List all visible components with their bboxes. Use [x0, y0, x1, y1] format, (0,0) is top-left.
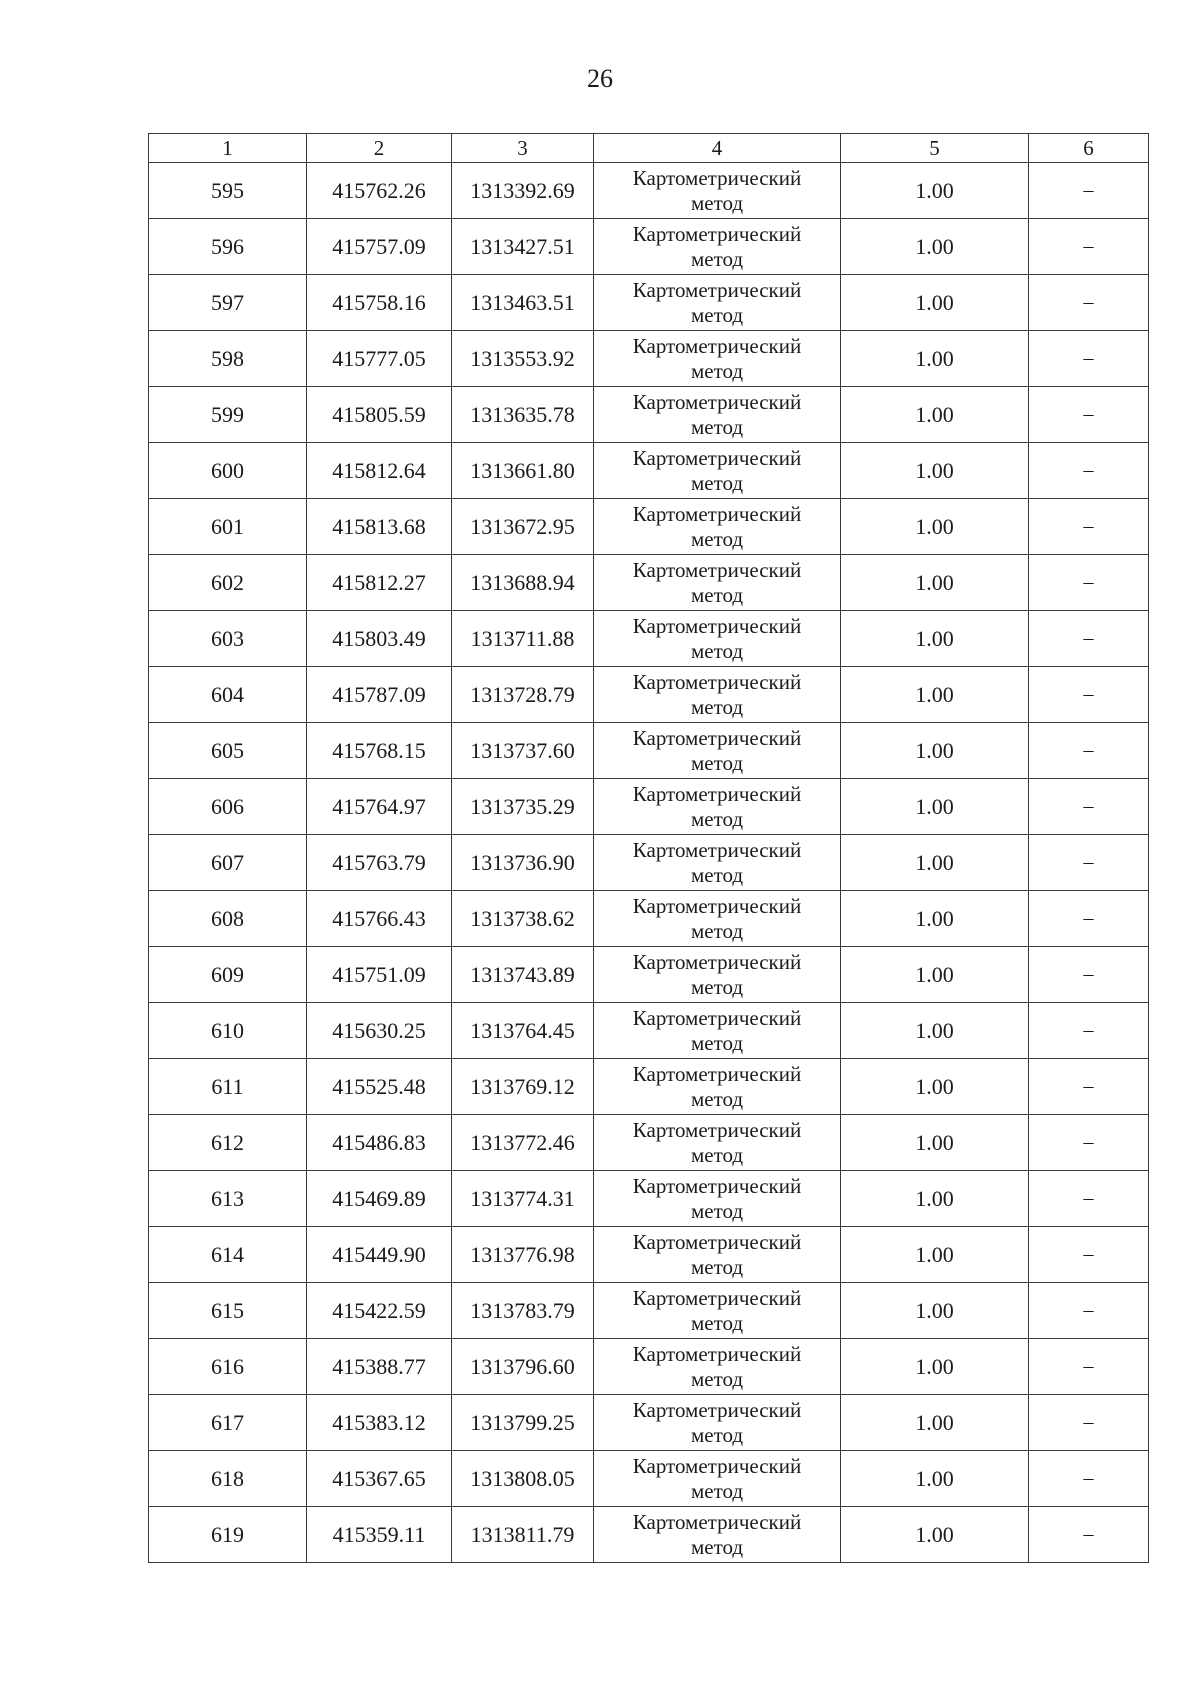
table-row — [149, 1339, 1149, 1395]
method-line-2: метод — [690, 1086, 744, 1111]
method-line-1: Картометрический — [632, 501, 802, 526]
method-line-2: метод — [690, 1030, 744, 1055]
y-coordinate-cell: 1313769.12 — [452, 1059, 594, 1115]
note-cell: – — [1029, 499, 1149, 555]
method-line-1: Картометрический — [632, 1453, 802, 1478]
method-cell — [594, 611, 841, 667]
note-cell: – — [1029, 1171, 1149, 1227]
point-number-cell: 610 — [149, 1003, 307, 1059]
accuracy-cell: 1.00 — [841, 779, 1029, 835]
accuracy-cell: 1.00 — [841, 443, 1029, 499]
table-row — [149, 667, 1149, 723]
table-row — [149, 1507, 1149, 1563]
method-cell — [594, 1227, 841, 1283]
column-header-3: 3 — [452, 134, 594, 163]
point-number-cell: 602 — [149, 555, 307, 611]
note-cell: – — [1029, 219, 1149, 275]
point-number-cell: 618 — [149, 1451, 307, 1507]
point-number-cell: 603 — [149, 611, 307, 667]
method-line-1: Картометрический — [632, 1229, 802, 1254]
x-coordinate-cell: 415469.89 — [307, 1171, 452, 1227]
accuracy-cell: 1.00 — [841, 891, 1029, 947]
accuracy-cell: 1.00 — [841, 219, 1029, 275]
accuracy-cell: 1.00 — [841, 667, 1029, 723]
method-line-1: Картометрический — [632, 949, 802, 974]
note-cell: – — [1029, 611, 1149, 667]
point-number-cell: 608 — [149, 891, 307, 947]
method-line-2: метод — [690, 638, 744, 663]
method-cell — [594, 219, 841, 275]
method-line-1: Картометрический — [632, 333, 802, 358]
note-cell: – — [1029, 667, 1149, 723]
note-cell: – — [1029, 1339, 1149, 1395]
method-cell — [594, 1507, 841, 1563]
x-coordinate-cell: 415758.16 — [307, 275, 452, 331]
y-coordinate-cell: 1313553.92 — [452, 331, 594, 387]
method-cell — [594, 891, 841, 947]
table-row — [149, 1115, 1149, 1171]
point-number-cell: 615 — [149, 1283, 307, 1339]
accuracy-cell: 1.00 — [841, 1059, 1029, 1115]
point-number-cell: 596 — [149, 219, 307, 275]
point-number-cell: 601 — [149, 499, 307, 555]
method-line-2: метод — [690, 470, 744, 495]
y-coordinate-cell: 1313688.94 — [452, 555, 594, 611]
page-number: 26 — [587, 64, 613, 93]
x-coordinate-cell: 415803.49 — [307, 611, 452, 667]
y-coordinate-cell: 1313774.31 — [452, 1171, 594, 1227]
method-cell — [594, 1003, 841, 1059]
point-number-cell: 595 — [149, 163, 307, 219]
note-cell: – — [1029, 1507, 1149, 1563]
x-coordinate-cell: 415383.12 — [307, 1395, 452, 1451]
accuracy-cell: 1.00 — [841, 1451, 1029, 1507]
note-cell: – — [1029, 723, 1149, 779]
x-coordinate-cell: 415766.43 — [307, 891, 452, 947]
y-coordinate-cell: 1313811.79 — [452, 1507, 594, 1563]
accuracy-cell: 1.00 — [841, 947, 1029, 1003]
x-coordinate-cell: 415388.77 — [307, 1339, 452, 1395]
accuracy-cell: 1.00 — [841, 723, 1029, 779]
column-header-6: 6 — [1029, 134, 1149, 163]
y-coordinate-cell: 1313427.51 — [452, 219, 594, 275]
method-line-2: метод — [690, 526, 744, 551]
x-coordinate-cell: 415787.09 — [307, 667, 452, 723]
column-header-1: 1 — [149, 134, 307, 163]
x-coordinate-cell: 415812.64 — [307, 443, 452, 499]
accuracy-cell: 1.00 — [841, 1339, 1029, 1395]
method-cell — [594, 443, 841, 499]
x-coordinate-cell: 415805.59 — [307, 387, 452, 443]
table-row — [149, 443, 1149, 499]
method-line-1: Картометрический — [632, 725, 802, 750]
method-cell — [594, 1283, 841, 1339]
method-cell — [594, 1339, 841, 1395]
table-row — [149, 891, 1149, 947]
note-cell: – — [1029, 1395, 1149, 1451]
note-cell: – — [1029, 1115, 1149, 1171]
point-number-cell: 616 — [149, 1339, 307, 1395]
method-line-1: Картометрический — [632, 165, 802, 190]
table-row — [149, 1395, 1149, 1451]
point-number-cell: 599 — [149, 387, 307, 443]
method-line-1: Картометрический — [632, 893, 802, 918]
method-cell — [594, 1171, 841, 1227]
method-cell — [594, 163, 841, 219]
table-row — [149, 1227, 1149, 1283]
note-cell: – — [1029, 1283, 1149, 1339]
accuracy-cell: 1.00 — [841, 499, 1029, 555]
point-number-cell: 606 — [149, 779, 307, 835]
y-coordinate-cell: 1313711.88 — [452, 611, 594, 667]
note-cell: – — [1029, 331, 1149, 387]
y-coordinate-cell: 1313672.95 — [452, 499, 594, 555]
method-line-2: метод — [690, 1422, 744, 1447]
method-cell — [594, 555, 841, 611]
note-cell: – — [1029, 443, 1149, 499]
accuracy-cell: 1.00 — [841, 555, 1029, 611]
method-line-2: метод — [690, 1198, 744, 1223]
method-cell — [594, 835, 841, 891]
table-header — [149, 134, 1149, 163]
method-line-1: Картометрический — [632, 1061, 802, 1086]
method-line-2: метод — [690, 806, 744, 831]
table-body — [149, 163, 1149, 1563]
x-coordinate-cell: 415367.65 — [307, 1451, 452, 1507]
accuracy-cell: 1.00 — [841, 163, 1029, 219]
accuracy-cell: 1.00 — [841, 1283, 1029, 1339]
table-row — [149, 387, 1149, 443]
method-line-1: Картометрический — [632, 1117, 802, 1142]
note-cell: – — [1029, 779, 1149, 835]
method-cell — [594, 667, 841, 723]
method-line-1: Картометрический — [632, 613, 802, 638]
method-line-1: Картометрический — [632, 1341, 802, 1366]
note-cell: – — [1029, 387, 1149, 443]
method-line-1: Картометрический — [632, 277, 802, 302]
method-line-2: метод — [690, 246, 744, 271]
x-coordinate-cell: 415630.25 — [307, 1003, 452, 1059]
note-cell: – — [1029, 947, 1149, 1003]
accuracy-cell: 1.00 — [841, 387, 1029, 443]
note-cell: – — [1029, 1059, 1149, 1115]
method-cell — [594, 779, 841, 835]
note-cell: – — [1029, 1227, 1149, 1283]
x-coordinate-cell: 415525.48 — [307, 1059, 452, 1115]
accuracy-cell: 1.00 — [841, 1115, 1029, 1171]
accuracy-cell: 1.00 — [841, 1171, 1029, 1227]
note-cell: – — [1029, 555, 1149, 611]
accuracy-cell: 1.00 — [841, 611, 1029, 667]
x-coordinate-cell: 415764.97 — [307, 779, 452, 835]
method-line-2: метод — [690, 974, 744, 999]
point-number-cell: 597 — [149, 275, 307, 331]
point-number-cell: 617 — [149, 1395, 307, 1451]
y-coordinate-cell: 1313737.60 — [452, 723, 594, 779]
method-line-1: Картометрический — [632, 837, 802, 862]
column-header-2: 2 — [307, 134, 452, 163]
point-number-cell: 609 — [149, 947, 307, 1003]
method-line-2: метод — [690, 1534, 744, 1559]
method-line-1: Картометрический — [632, 1005, 802, 1030]
method-cell — [594, 331, 841, 387]
note-cell: – — [1029, 163, 1149, 219]
note-cell: – — [1029, 1451, 1149, 1507]
method-line-1: Картометрический — [632, 669, 802, 694]
table-row — [149, 499, 1149, 555]
x-coordinate-cell: 415486.83 — [307, 1115, 452, 1171]
method-line-1: Картометрический — [632, 1285, 802, 1310]
coordinates-table — [148, 133, 1149, 1563]
method-line-2: метод — [690, 302, 744, 327]
table-row — [149, 1283, 1149, 1339]
x-coordinate-cell: 415812.27 — [307, 555, 452, 611]
y-coordinate-cell: 1313736.90 — [452, 835, 594, 891]
method-line-2: метод — [690, 1366, 744, 1391]
table-row — [149, 723, 1149, 779]
method-cell — [594, 499, 841, 555]
y-coordinate-cell: 1313661.80 — [452, 443, 594, 499]
method-cell — [594, 947, 841, 1003]
point-number-cell: 612 — [149, 1115, 307, 1171]
point-number-cell: 613 — [149, 1171, 307, 1227]
method-line-2: метод — [690, 694, 744, 719]
accuracy-cell: 1.00 — [841, 1003, 1029, 1059]
method-line-1: Картометрический — [632, 1173, 802, 1198]
column-header-4: 4 — [594, 134, 841, 163]
point-number-cell: 605 — [149, 723, 307, 779]
table-row — [149, 163, 1149, 219]
accuracy-cell: 1.00 — [841, 1227, 1029, 1283]
y-coordinate-cell: 1313463.51 — [452, 275, 594, 331]
header-row — [149, 134, 1149, 163]
table-row — [149, 331, 1149, 387]
y-coordinate-cell: 1313743.89 — [452, 947, 594, 1003]
method-line-2: метод — [690, 1142, 744, 1167]
x-coordinate-cell: 415757.09 — [307, 219, 452, 275]
x-coordinate-cell: 415359.11 — [307, 1507, 452, 1563]
table-row — [149, 947, 1149, 1003]
x-coordinate-cell: 415449.90 — [307, 1227, 452, 1283]
method-line-2: метод — [690, 750, 744, 775]
method-line-1: Картометрический — [632, 221, 802, 246]
accuracy-cell: 1.00 — [841, 331, 1029, 387]
method-line-1: Картометрический — [632, 1397, 802, 1422]
accuracy-cell: 1.00 — [841, 275, 1029, 331]
point-number-cell: 607 — [149, 835, 307, 891]
note-cell: – — [1029, 1003, 1149, 1059]
method-line-2: метод — [690, 1254, 744, 1279]
x-coordinate-cell: 415813.68 — [307, 499, 452, 555]
x-coordinate-cell: 415768.15 — [307, 723, 452, 779]
y-coordinate-cell: 1313735.29 — [452, 779, 594, 835]
y-coordinate-cell: 1313808.05 — [452, 1451, 594, 1507]
table-row — [149, 1059, 1149, 1115]
method-line-2: метод — [690, 358, 744, 383]
method-cell — [594, 387, 841, 443]
x-coordinate-cell: 415762.26 — [307, 163, 452, 219]
accuracy-cell: 1.00 — [841, 835, 1029, 891]
method-line-1: Картометрический — [632, 445, 802, 470]
method-line-1: Картометрический — [632, 781, 802, 806]
method-line-2: метод — [690, 862, 744, 887]
method-cell — [594, 1451, 841, 1507]
y-coordinate-cell: 1313764.45 — [452, 1003, 594, 1059]
table-row — [149, 611, 1149, 667]
method-cell — [594, 1059, 841, 1115]
y-coordinate-cell: 1313728.79 — [452, 667, 594, 723]
method-line-1: Картометрический — [632, 557, 802, 582]
point-number-cell: 600 — [149, 443, 307, 499]
x-coordinate-cell: 415777.05 — [307, 331, 452, 387]
method-cell — [594, 723, 841, 779]
y-coordinate-cell: 1313392.69 — [452, 163, 594, 219]
method-cell — [594, 275, 841, 331]
table-row — [149, 1451, 1149, 1507]
accuracy-cell: 1.00 — [841, 1507, 1029, 1563]
method-line-2: метод — [690, 414, 744, 439]
table-row — [149, 275, 1149, 331]
method-line-2: метод — [690, 190, 744, 215]
table-row — [149, 1003, 1149, 1059]
method-line-1: Картометрический — [632, 389, 802, 414]
method-cell — [594, 1115, 841, 1171]
method-line-2: метод — [690, 582, 744, 607]
y-coordinate-cell: 1313635.78 — [452, 387, 594, 443]
x-coordinate-cell: 415422.59 — [307, 1283, 452, 1339]
note-cell: – — [1029, 891, 1149, 947]
method-line-2: метод — [690, 1478, 744, 1503]
method-line-1: Картометрический — [632, 1509, 802, 1534]
table-row — [149, 835, 1149, 891]
table-row — [149, 1171, 1149, 1227]
column-header-5: 5 — [841, 134, 1029, 163]
method-line-2: метод — [690, 1310, 744, 1335]
accuracy-cell: 1.00 — [841, 1395, 1029, 1451]
x-coordinate-cell: 415763.79 — [307, 835, 452, 891]
y-coordinate-cell: 1313796.60 — [452, 1339, 594, 1395]
table-row — [149, 779, 1149, 835]
table-row — [149, 219, 1149, 275]
point-number-cell: 614 — [149, 1227, 307, 1283]
point-number-cell: 611 — [149, 1059, 307, 1115]
note-cell: – — [1029, 275, 1149, 331]
table-row — [149, 555, 1149, 611]
x-coordinate-cell: 415751.09 — [307, 947, 452, 1003]
point-number-cell: 619 — [149, 1507, 307, 1563]
y-coordinate-cell: 1313783.79 — [452, 1283, 594, 1339]
method-cell — [594, 1395, 841, 1451]
y-coordinate-cell: 1313772.46 — [452, 1115, 594, 1171]
method-line-2: метод — [690, 918, 744, 943]
y-coordinate-cell: 1313799.25 — [452, 1395, 594, 1451]
y-coordinate-cell: 1313776.98 — [452, 1227, 594, 1283]
point-number-cell: 598 — [149, 331, 307, 387]
note-cell: – — [1029, 835, 1149, 891]
y-coordinate-cell: 1313738.62 — [452, 891, 594, 947]
point-number-cell: 604 — [149, 667, 307, 723]
